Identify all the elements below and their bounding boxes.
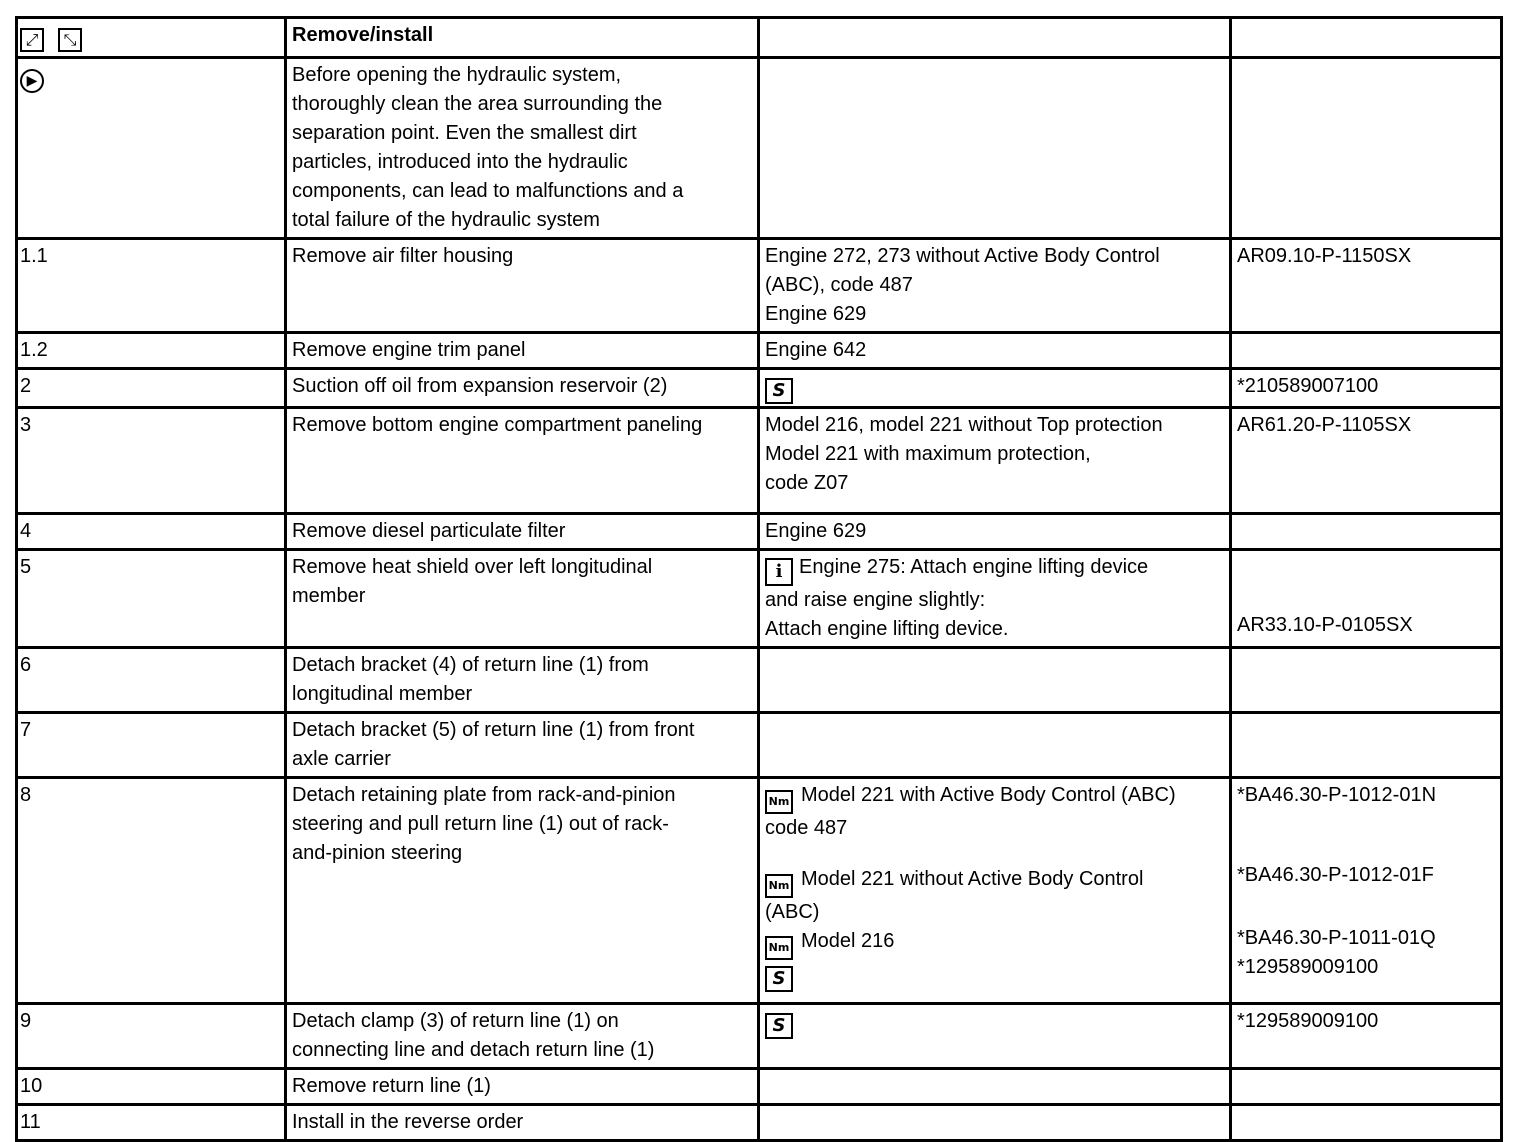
torque-icon[interactable]: Nm: [765, 936, 793, 960]
step-number: 6: [17, 648, 286, 713]
step-action: Remove diesel particulate filter: [286, 514, 759, 550]
procedure-table: [15, 16, 1503, 1142]
table-row: [17, 514, 1502, 550]
step-number: 2: [17, 369, 286, 408]
step-action: Remove engine trim panel: [286, 333, 759, 369]
table-row: [17, 1069, 1502, 1105]
step-info: i Engine 275: Attach engine lifting device and raise engine slightly: Attach engine lifting device.: [759, 550, 1231, 648]
step-action: Suction off oil from expansion reservoir (2): [286, 369, 759, 408]
step-action: Detach retaining plate from rack-and-pinion steering and pull return line (1) out of rack- and-pinion steering: [286, 778, 759, 1004]
step-number: 7: [17, 713, 286, 778]
step-action: Detach bracket (4) of return line (1) from longitudinal member: [286, 648, 759, 713]
table-row: [17, 369, 1502, 408]
table-row: [17, 1105, 1502, 1141]
step-number: 5: [17, 550, 286, 648]
step-ref[interactable]: *210589007100: [1231, 369, 1502, 408]
step-info: Nm Model 221 with Active Body Control (ABC) code 487 Nm Model 221 without Active Body Control (ABC) Nm Model 216 S: [759, 778, 1231, 1004]
note-icon: ▶: [20, 69, 44, 93]
step-info: Engine 629: [759, 514, 1231, 550]
step-number: 9: [17, 1004, 286, 1069]
step-action: Remove bottom engine compartment paneling: [286, 408, 759, 514]
header-icon-cell: [17, 18, 286, 58]
table-row: [17, 550, 1502, 648]
step-action: Detach clamp (3) of return line (1) on connecting line and detach return line (1): [286, 1004, 759, 1069]
table-row: [17, 1004, 1502, 1069]
special-tool-icon[interactable]: S: [765, 966, 793, 992]
step-number: 11: [17, 1105, 286, 1141]
torque-icon[interactable]: Nm: [765, 874, 793, 898]
special-tool-icon[interactable]: S: [765, 1013, 793, 1039]
step-ref[interactable]: *129589009100: [1231, 1004, 1502, 1069]
info-icon[interactable]: i: [765, 558, 793, 586]
table-row: [17, 648, 1502, 713]
step-action: Install in the reverse order: [286, 1105, 759, 1141]
step-info: [759, 369, 1231, 408]
torque-icon[interactable]: Nm: [765, 790, 793, 814]
table-row: [17, 713, 1502, 778]
step-info: Model 216, model 221 without Top protection Model 221 with maximum protection, code Z07: [759, 408, 1231, 514]
section-title: Remove/install: [286, 18, 759, 58]
step-action: Detach bracket (5) of return line (1) from front axle carrier: [286, 713, 759, 778]
step-ref[interactable]: AR33.10-P-0105SX: [1231, 550, 1502, 648]
step-ref[interactable]: AR09.10-P-1150SX: [1231, 239, 1502, 333]
expand-icon[interactable]: ⤢: [20, 28, 44, 52]
step-ref: [1231, 333, 1502, 369]
step-action: Remove heat shield over left longitudinal member: [286, 550, 759, 648]
note-row: [17, 58, 1502, 239]
step-info: Engine 642: [759, 333, 1231, 369]
collapse-icon[interactable]: ⤡: [58, 28, 82, 52]
step-number: 8: [17, 778, 286, 1004]
step-ref: [1231, 514, 1502, 550]
table-header-row: [17, 18, 1502, 58]
note-text: Before opening the hydraulic system, thoroughly clean the area surrounding the separation point. Even the smallest dirt particles, introduced into the hydraulic components, can lead to malfunctions and a total failure of the hydraulic system: [286, 58, 759, 239]
special-tool-icon[interactable]: S: [765, 378, 793, 404]
table-row: [17, 408, 1502, 514]
step-number: 4: [17, 514, 286, 550]
step-info: Engine 272, 273 without Active Body Control (ABC), code 487 Engine 629: [759, 239, 1231, 333]
table-row: [17, 333, 1502, 369]
step-info: [759, 1004, 1231, 1069]
step-action: Remove air filter housing: [286, 239, 759, 333]
step-ref[interactable]: AR61.20-P-1105SX: [1231, 408, 1502, 514]
step-number: 3: [17, 408, 286, 514]
step-number: 10: [17, 1069, 286, 1105]
step-ref: *BA46.30-P-1012-01N *BA46.30-P-1012-01F *BA46.30-P-1011-01Q *129589009100: [1231, 778, 1502, 1004]
table-row: [17, 778, 1502, 1004]
step-number: 1.2: [17, 333, 286, 369]
table-row: [17, 239, 1502, 333]
step-number: 1.1: [17, 239, 286, 333]
step-action: Remove return line (1): [286, 1069, 759, 1105]
